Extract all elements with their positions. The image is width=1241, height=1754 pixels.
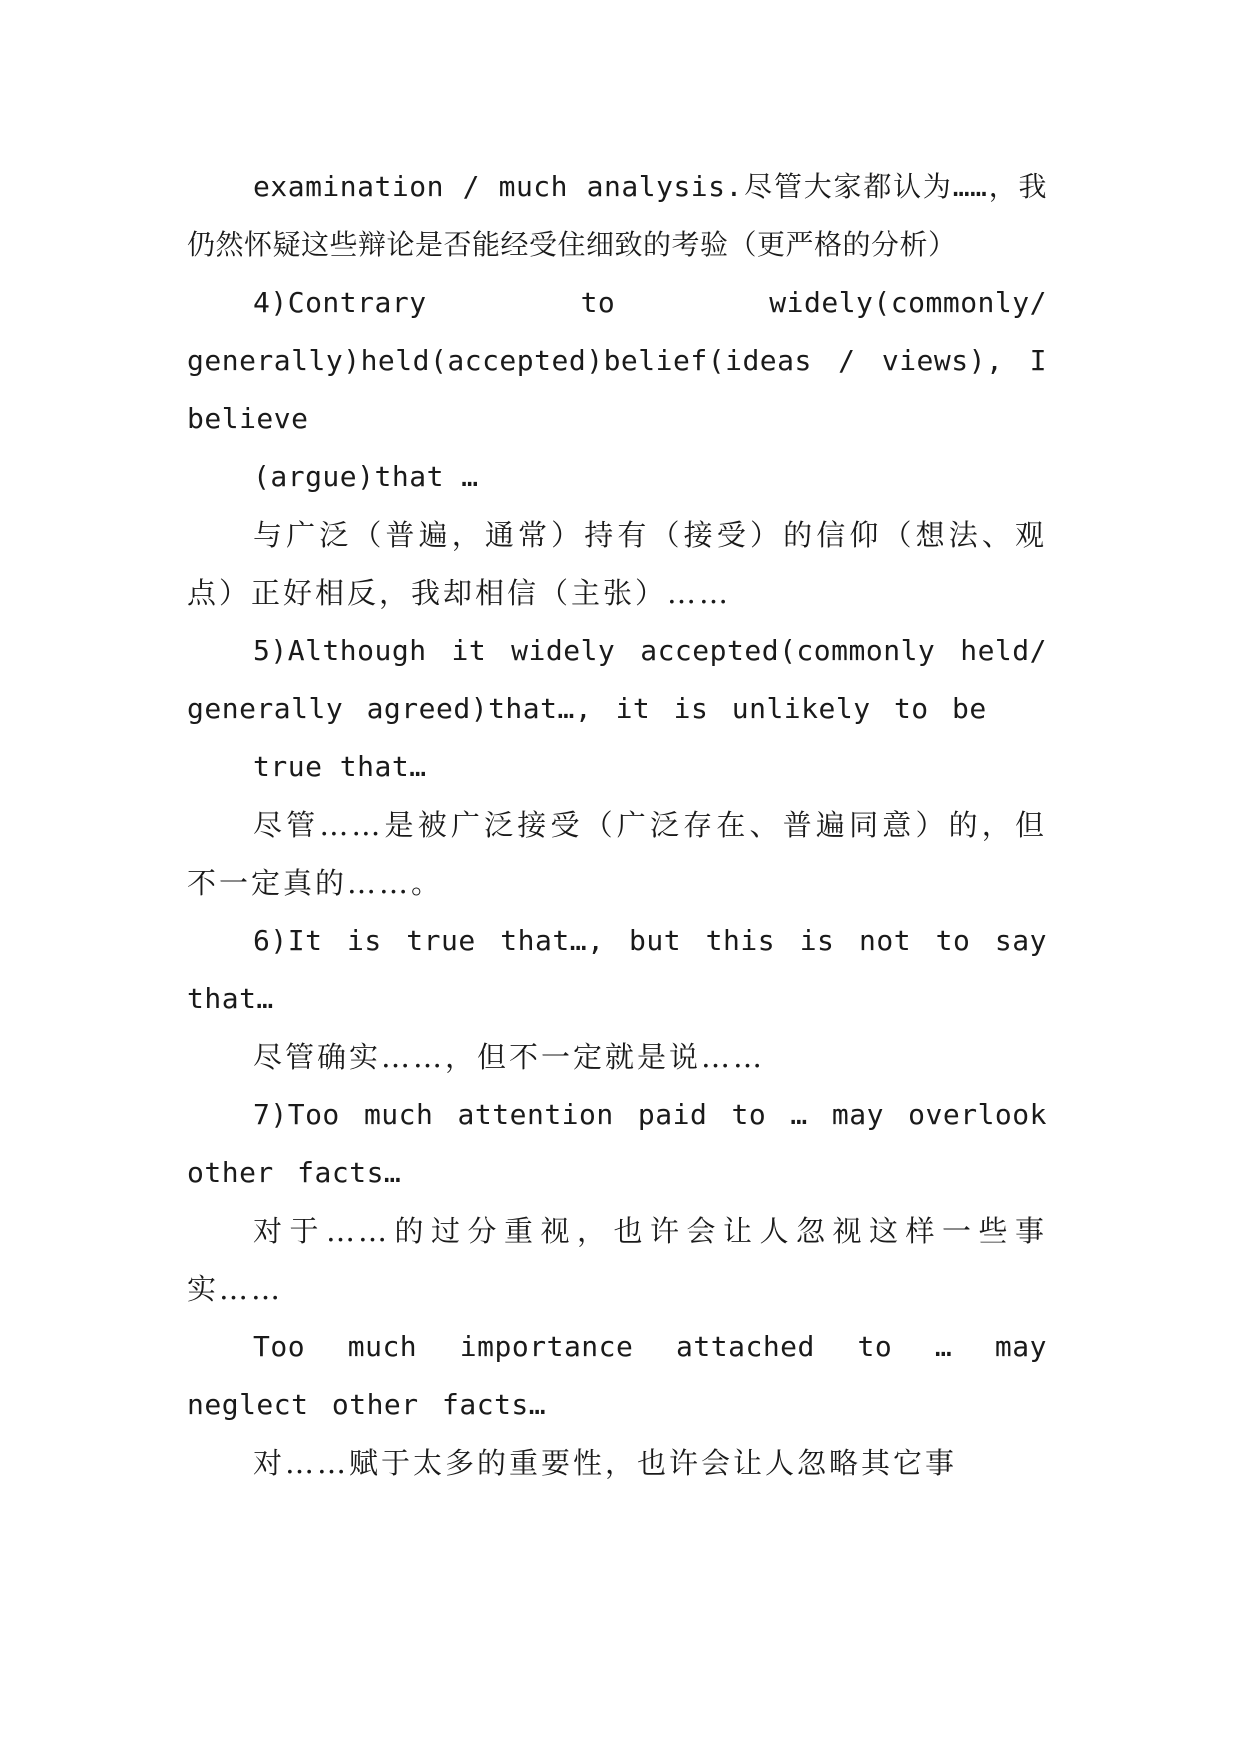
paragraph-examination: examination / much analysis.尽管大家都认为……，我仍然怀疑这些辩论是否能经受住细致的考验（更严格的分析） (187, 170, 1047, 261)
paragraph-item-6: 6)It is true that…, but this is not to say that… (187, 924, 1047, 1015)
document-body (187, 158, 1047, 1492)
paragraph-item-5: 5)Although it widely accepted(commonly held/ generally agreed)that…, it is unlikely to be (187, 634, 1047, 725)
paragraph-importance: Too much importance attached to … may neglect other facts… (187, 1330, 1047, 1421)
paragraph-item-7: 7)Too much attention paid to … may overlook other facts… (187, 1098, 1047, 1189)
paragraph-true-that: true that… (253, 750, 427, 783)
paragraph-item-4: 4)Contrary to widely(commonly/ generally)held(accepted)belief(ideas / views), I believe (187, 286, 1047, 435)
paragraph-item-6-translation: 尽管确实……，但不一定就是说…… (253, 1040, 766, 1074)
paragraph-item-5-translation: 尽管……是被广泛接受（广泛存在、普遍同意）的，但不一定真的……。 (187, 808, 1047, 900)
paragraph-importance-translation: 对……赋于太多的重要性，也许会让人忽略其它事 (253, 1446, 958, 1480)
paragraph-item-7-translation: 对于……的过分重视，也许会让人忽视这样一些事实…… (187, 1214, 1047, 1306)
paragraph-item-4-translation: 与广泛（普遍，通常）持有（接受）的信仰（想法、观点）正好相反，我却相信（主张）…… (187, 518, 1047, 610)
paragraph-argue-that: (argue)that … (253, 460, 479, 493)
